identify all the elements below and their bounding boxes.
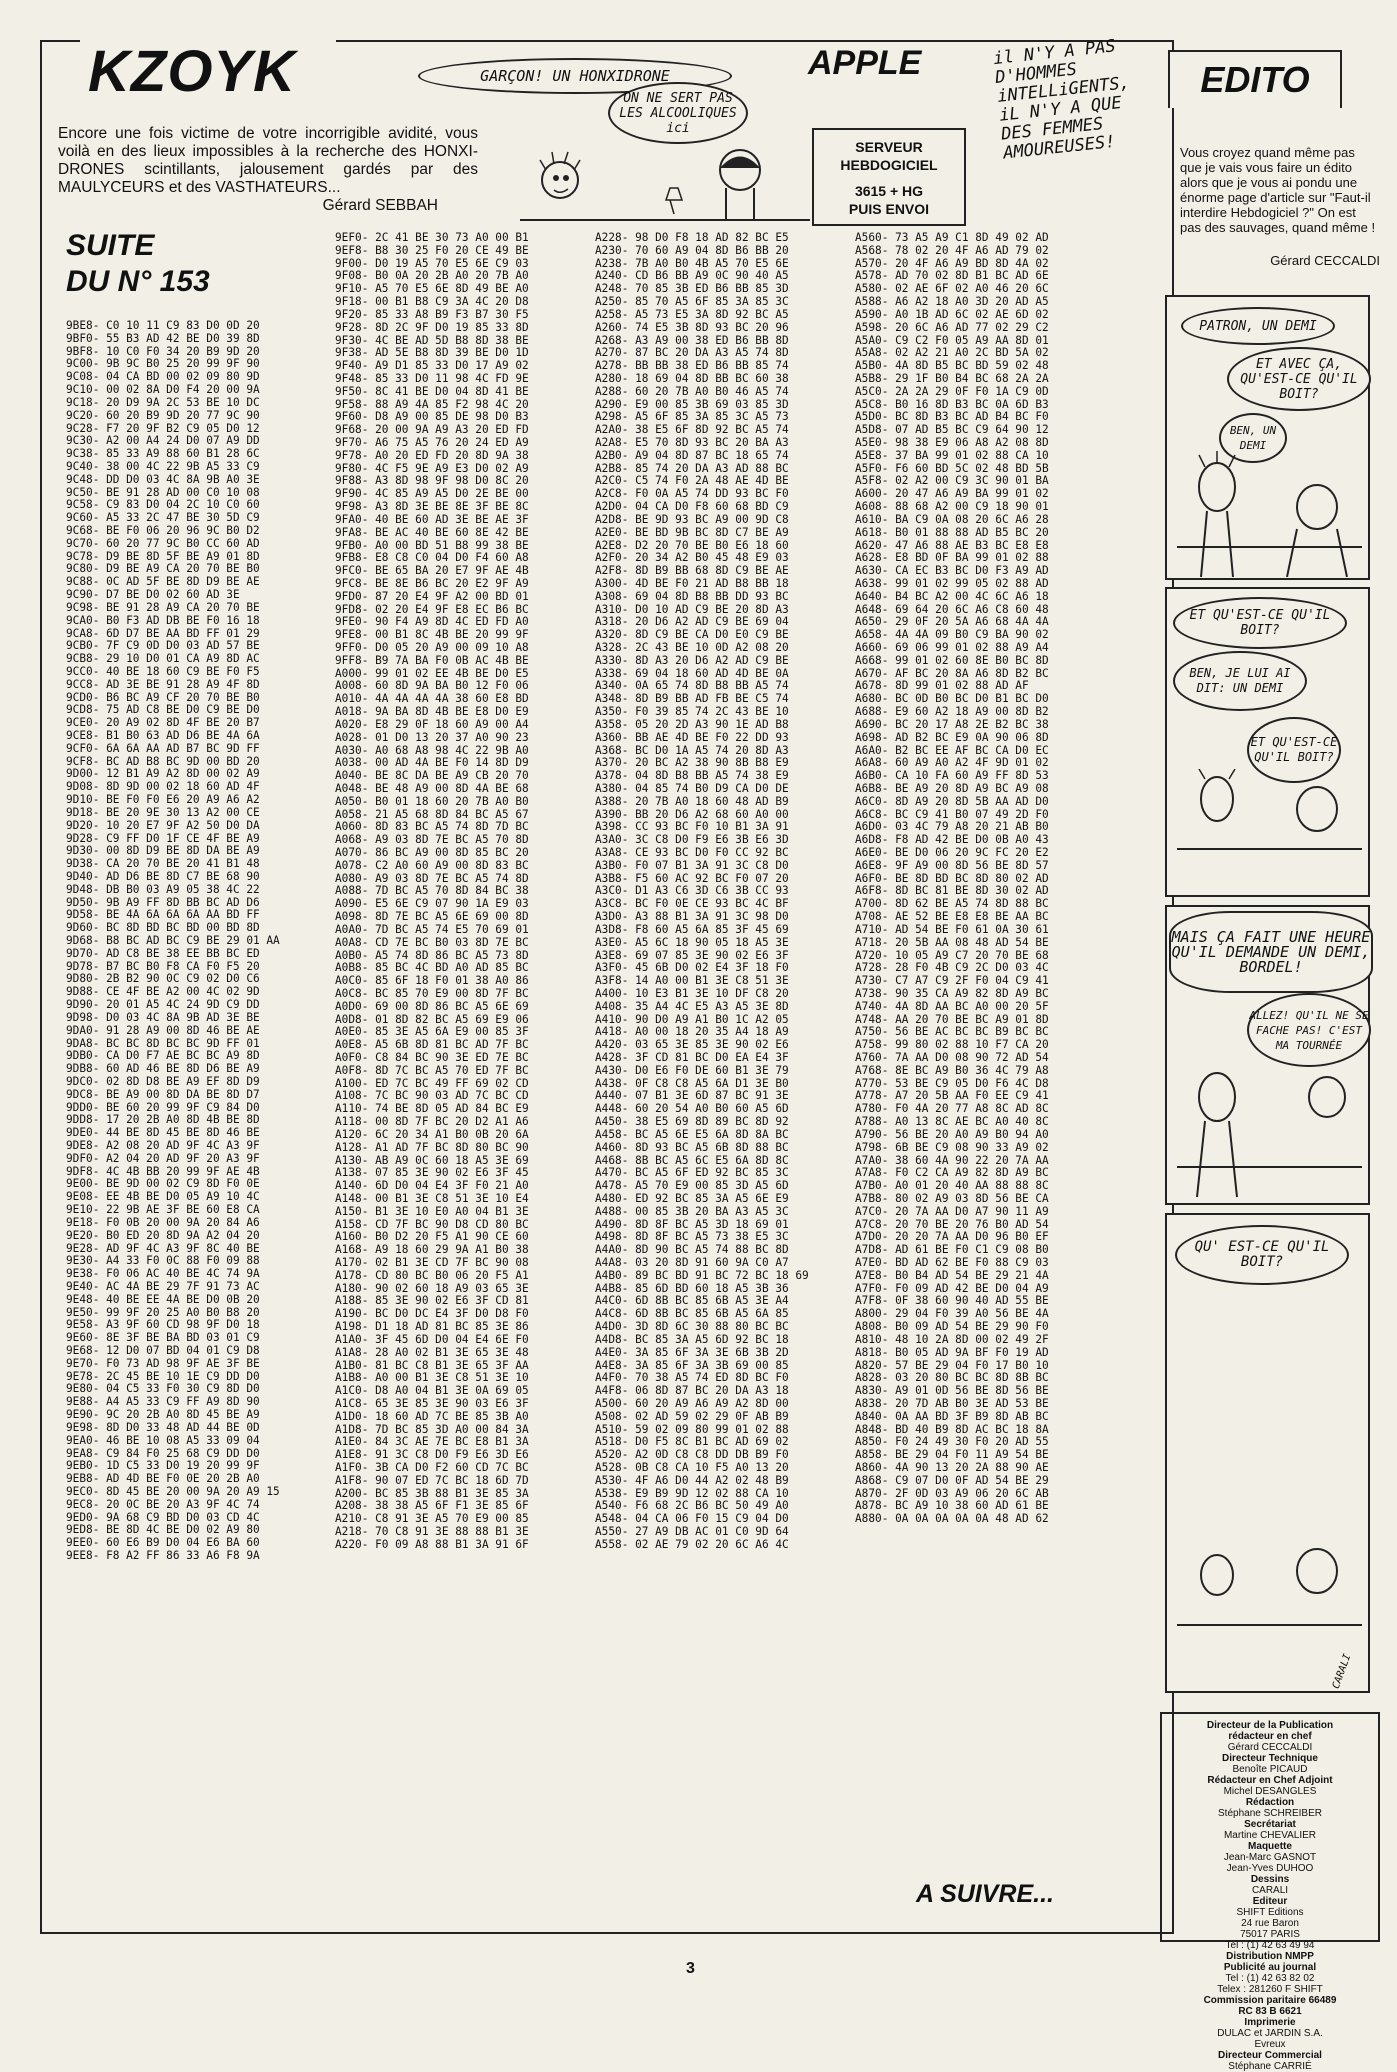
credit-line: SHIFT Editions (1236, 1907, 1304, 1918)
credit-line: Evreux (1254, 2039, 1286, 2050)
credit-line: RC 83 B 6621 (1238, 2006, 1302, 2017)
credit-line: CARALI (1251, 1885, 1289, 1896)
edito-signature: Gérard CECCALDI (1270, 253, 1380, 268)
credit-line: Dessins (1250, 1874, 1290, 1885)
serveur-line1: SERVEUR (855, 139, 923, 155)
bubble-quest-ce-quil-boit-2: QU' EST-CE QU'IL BOIT? (1175, 1225, 1349, 1285)
credit-line: Michel DESANGLES (1223, 1786, 1317, 1797)
credit-line: Rédaction (1245, 1797, 1295, 1808)
bubble-ben-un-demi: BEN, UN DEMI (1219, 413, 1287, 463)
suite-heading (66, 228, 210, 300)
intro-paragraph: Encore une fois victime de votre incorrigible avidité, vous voilà en des lieux impossibles à la recherche des HONXI-DRONES scintillants, jalousement gardés par des MAULYCEURS et des VASTHATEURS... (58, 125, 478, 196)
credit-line: Editeur (1252, 1896, 1288, 1907)
credits-box (1160, 1712, 1380, 2072)
credit-line: Distribution NMPP (1226, 1951, 1314, 1962)
serveur-line2: HEBDOGICIEL (840, 157, 938, 173)
kzoyk-title: KZOYK (80, 38, 336, 105)
credit-line: Telex : 281260 F SHIFT (1217, 1984, 1323, 1995)
speech-bubble-garcon: GARÇON! UN HONXIDRONE (418, 58, 732, 94)
serveur-box (812, 128, 966, 226)
credit-line: Gérard CECCALDI (1227, 1742, 1313, 1753)
apple-title: APPLE (808, 44, 922, 82)
a-suivre-label: A SUIVRE... (916, 1880, 1054, 1908)
serveur-line3: 3615 + HG (854, 183, 924, 199)
hex-listing-column-2: 9EF0- 2C 41 BE 30 73 A0 00 B1 9EF8- B8 30 25 F0 20 CE 49 BE 9F00- D0 19 A5 70 E5 6E C9 03 9F08- B0 0A 20 2B A0 20 7B A0 9F10- A5 70 E5 6E 8D 49 BE A0 9F18- 00 B1 B8 C9 3A 4C 20 D8 9F20- 85 33 A8 B9 F3 B7 30 F5 9F28- 8D 2C 9F D0 19 85 33 8D 9F30- 4C BE AD 5D B8 8D 38 BE 9F38- AD 5E B8 8D 39 BE D0 1D 9F40- A9 D1 85 33 D0 17 A9 02 9F48- 85 33 D0 11 98 4C FD 9E 9F50- 8C 41 BE D0 04 8D 41 BE 9F58- 88 A9 4A 85 F2 98 4C 20 9F60- D8 A9 00 85 DE 98 D0 B3 9F68- 20 00 9A A9 A3 20 ED FD 9F70- A6 75 A5 76 20 24 ED A9 9F78- A0 20 ED FD 20 8D 9A 38 9F80- 4C F5 9E A9 E3 D0 02 A9 9F88- A3 8D 98 9F 98 D0 8C 20 9F90- 4C 85 A9 A5 D0 2E BE 00 9F98- A3 8D 3E BE 8E 3F BE 8C 9FA0- 40 BE 60 AD 3E BE AE 3F 9FA8- BE AC 40 BE 60 8E 42 BE 9FB0- A0 00 BD 51 B8 99 38 BE 9FB8- E8 C8 C0 04 D0 F4 60 A8 9FC0- BE 65 BA 20 E7 9F AE 4B 9FC8- BE 8E B6 BC 20 E2 9F A9 9FD0- 87 20 E4 9F A2 00 BD 01 9FD8- 02 20 E4 9F E8 EC B6 BC 9FE0- 90 F4 A9 8D 4C ED FD A0 9FE8- 00 B1 8C 4B BE 20 99 9F 9FF0- D0 05 20 A9 00 09 10 A8 9FF8- B9 7A BA F0 0B AC 4B BE A000- 99 01 02 EE 4B BE D0 E5 A008- 60 8D 9A BA B0 12 F0 06 A010- 4A 4A 4A 4A 38 60 E8 BD A018- 9A BA 8D 4B BE E8 D0 E9 A020- E8 29 0F 18 60 A9 00 A4 A028- 01 D0 13 20 37 A0 90 23 A030- A0 68 A8 98 4C 22 9B A0 A038- 00 AD 4A BE F0 14 8D D9 A040- BE 8C DA BE A9 CB 20 70 A048- BE 48 A9 00 8D 4A BE 68 A050- B0 01 18 60 20 7B A0 B0 A058- 21 A5 68 8D 84 BC A5 67 A060- 8D 83 BC A5 74 8D 7D BC A068- A9 03 8D 7E BC A5 70 8D A070- 86 BC A9 00 8D 85 BC 20 A078- C2 A0 60 A9 00 8D 83 BC A080- A9 03 8D 7E BC A5 74 8D A088- 7D BC A5 70 8D 84 BC 38 A090- E5 6E C9 07 90 1A E9 03 A098- 8D 7E BC A5 6E 69 00 8D A0A0- 7D BC A5 74 E5 70 69 01 A0A8- CD 7E BC B0 03 8D 7E BC A0B0- A5 74 8D 86 BC A5 73 8D A0B8- 85 BC 4C BD A0 AD 85 BC A0C0- 85 6F 18 F0 01 38 A0 86 A0C8- BC 85 70 E9 00 8D 7F BC A0D0- 69 00 8D 86 BC A5 6E 69 A0D8- 01 8D 82 BC A5 69 E9 06 A0E0- 85 3E A5 6A E9 00 85 3F A0E8- A5 6B 8D 81 BC AD 7F BC A0F0- C8 84 BC 90 3E ED 7E BC A0F8- 8D 7C BC A5 70 ED 7F BC A100- ED 7C BC 49 FF 69 02 CD A108- 7C BC 90 03 AD 7C BC CD A110- 74 BE 8D 05 AD 84 BC E9 A118- 00 8D 7F BC 20 D2 A1 A6 A120- 6C 20 34 A1 B0 0B 20 6A A128- A1 AD 7F BC 8D 80 BC 90 A130- AB A9 0C 60 18 A5 3E 69 A138- 07 85 3E 90 02 E6 3F 45 A140- 6D D0 04 E4 3F F0 21 A0 A148- 00 B1 3E C8 51 3E 10 E4 A150- B1 3E 10 E0 A0 04 B1 3E A158- CD 7F BC 90 D8 CD 80 BC A160- B0 D2 20 F5 A1 90 CE 60 A168- A9 18 60 29 9A A1 B0 38 A170- 02 B1 3E CD 7F BC 90 08 A178- CD 80 BC B0 06 20 F5 A1 A180- 90 02 60 18 A9 03 65 3E A188- 85 3E 90 02 E6 3F CD 81 A190- BC D0 DC E4 3F D0 D8 F0 A198- D1 18 AD 81 BC 85 3E 86 A1A0- 3F 45 6D D0 04 E4 6E F0 A1A8- 28 A0 02 B1 3E 65 3E 48 A1B0- 81 BC C8 B1 3E 65 3F AA A1B8- A0 00 B1 3E C8 51 3E 10 A1C0- D8 A0 04 B1 3E 0A 69 05 A1C8- 65 3E 85 3E 90 03 E6 3F A1D0- 18 60 AD 7C BE 85 3B A0 A1D8- 7D BC 85 3D A0 00 84 3A A1E0- 84 3C AE 7E BC E8 B1 3A A1E8- 91 3C C8 D0 F9 E6 3D E6 A1F0- 3B CA D0 F2 60 CD 7C BC A1F8- 90 07 ED 7C BC 18 6D 7D A200- BC 85 3B 88 B1 3E 85 3A A208- 38 38 A5 6F F1 3E 85 6F A210- C8 91 3E A5 70 E9 00 85 A218- 70 C8 91 3E 88 88 B1 3E A220- F0 09 A8 88 B1 3A 91 6F (335, 231, 529, 1551)
comic-figures-3 (1177, 1057, 1362, 1202)
credit-line: Maquette (1248, 1841, 1292, 1852)
credit-line: 24 rue Baron (1241, 1918, 1299, 1929)
comic-panel-2 (1165, 587, 1370, 897)
edito-paragraph: Vous croyez quand même pas que je vais vous faire un édito alors que je vous ai pondu une énorme page d'article sur "Faut-il interdire Hebdogiciel ?" On est pas des sauvages, quand même ! (1180, 145, 1376, 235)
intro-text (58, 125, 478, 215)
comic-panel-1 (1165, 295, 1370, 580)
edito-title: EDITO (1168, 50, 1342, 108)
comic-strip (1165, 295, 1375, 1705)
hex-listing-column-1: 9BE8- C0 10 11 C9 83 D0 0D 20 9BF0- 55 B3 AD 42 BE D0 39 8D 9BF8- 10 C0 F0 34 20 B9 9D 20 9C00- 9B 9C B0 25 20 99 9F 90 9C08- 04 CA BD 00 02 09 80 9D 9C10- 00 02 8A D0 F4 20 00 9A 9C18- 20 D9 9A 2C 53 BE 10 DC 9C20- 60 20 B9 9D 20 77 9C 90 9C28- F7 20 9F B2 C9 05 D0 12 9C30- A2 00 A4 24 D0 07 A9 DD 9C38- 85 33 A9 88 60 B1 28 6C 9C40- 38 00 4C 22 9B A5 33 C9 9C48- DD D0 03 4C 8A 9B A0 3E 9C50- BE 91 28 AD 00 C0 10 08 9C58- C9 83 D0 04 2C 10 C0 60 9C60- A5 33 2C 47 BE 30 5D C9 9C68- BE F0 06 20 96 9C B0 D2 9C70- 60 20 77 9C B0 CC 60 AD 9C78- D9 BE 8D 5F BE A9 01 8D 9C80- D9 BE A9 CA 20 70 BE B0 9C88- 0C AD 5F BE 8D D9 BE AE 9C90- D7 BE D0 02 60 AD 3E 9C98- BE 91 28 A9 CA 20 70 BE 9CA0- B0 F3 AD DB BE F0 16 18 9CA8- 6D D7 BE AA BD FF 01 29 9CB0- 7F C9 0D D0 03 AD 57 BE 9CB8- 29 10 D0 01 CA A9 8D AC 9CC0- 40 BE 18 60 C9 BE F0 F5 9CC8- AD 3E BE 91 28 A9 4F 8D 9CD0- B6 BC A9 CF 20 70 BE B0 9CD8- 75 AD C8 BE D0 C9 BE D0 9CE0- 20 A9 02 8D 4F BE 20 B7 9CE8- B1 B0 63 AD D6 BE 4A 6A 9CF0- 6A 6A AA AD B7 BC 9D FF 9CF8- BC AD B8 BC 9D 00 BD 20 9D00- 12 B1 A9 A2 8D 00 02 A9 9D08- 8D 9D 00 02 18 60 AD 4F 9D10- BE F0 F0 E6 20 A9 A6 A2 9D18- BE 20 9E 30 13 A2 00 CE 9D20- 10 20 E7 9F A2 50 D0 DA 9D28- C9 FF D0 1F CE 4F BE A9 9D30- 00 8D D9 BE 8D DA BE A9 9D38- CA 20 70 BE 20 41 B1 48 9D40- AD D6 BE 8D C7 BE 68 90 9D48- DB B0 03 A9 05 38 4C 22 9D50- 9B A9 FF 8D BB BC AD D6 9D58- BE 4A 6A 6A 6A AA BD FF 9D60- BC 8D BD BC BD 00 BD 8D 9D68- B8 BC AD BC C9 BE 29 01 AA 9D70- AD C8 BE 38 EE BB BC ED 9D78- B7 BC B0 F8 CA F0 F5 20 9D80- 2B B2 90 0C C9 02 D0 C6 9D88- CE 4F BE A2 00 4C 02 9D 9D90- 20 01 A5 4C 24 9D C9 DD 9D98- D0 03 4C 8A 9B AD 3E BE 9DA0- 91 28 A9 00 8D 46 BE AE 9DA8- BC BC 8D BC BC 9D FF 01 9DB0- CA D0 F7 AE BC BC A9 8D 9DB8- 60 AD 46 BE 8D D6 BE A9 9DC0- 02 8D D8 BE A9 EF 8D D9 9DC8- BE A9 00 8D DA BE 8D D7 9DD0- BE 60 20 99 9F C9 84 D0 9DD8- 17 20 2B A0 8D 4B BE 8D 9DE0- 44 BE 8D 45 BE 8D 46 BE 9DE8- A2 08 20 AD 9F 4C A3 9F 9DF0- A2 04 20 AD 9F 20 A3 9F 9DF8- 4C 4B BB 20 99 9F AE 4B 9E00- BE 9D 00 02 C9 8D F0 0E 9E08- EE 4B BE D0 05 A9 10 4C 9E10- 22 9B AE 3F BE 60 E8 CA 9E18- F0 0B 20 00 9A 20 84 A6 9E20- B0 ED 20 8D 9A A2 04 20 9E28- AD 9F 4C A3 9F 8C 40 BE 9E30- A4 33 F0 0C 88 F0 09 88 9E38- F0 06 AC 40 BE 4C 74 9A 9E40- AC 4A BE 29 7F 91 73 AC 9E48- 40 BE EE 4A BE D0 0B 20 9E50- 99 9F 20 25 A0 B0 B8 20 9E58- A3 9F 60 CD 98 9F D0 18 9E60- 8E 3F BE BA BD 03 01 C9 9E68- 12 D0 07 BD 04 01 C9 D8 9E70- F0 73 AD 98 9F AE 3F BE 9E78- 2C 45 BE 10 1E C9 DD D0 9E80- 04 C5 33 F0 30 C9 8D D0 9E88- A4 A5 33 C9 FF A9 8D 90 9E90- 9C 20 2B A0 8D 45 BE A9 9E98- 8D D0 33 48 AD 44 BE 0D 9EA0- 46 BE 10 08 A5 33 09 04 9EA8- C9 84 F0 25 68 C9 DD D0 9EB0- 1D C5 33 D0 19 20 99 9F 9EB8- AD 4D BE F0 0E 20 2B A0 9EC0- 8D 45 BE 20 00 9A 20 A9 15 9EC8- 20 0C BE 20 A3 9F 4C 74 9ED0- 9A 68 C9 BD D0 03 CD 4C 9ED8- BE 8D 4C BE D0 02 A9 80 9EE0- 60 E6 B9 D0 04 E6 BA 60 9EE8- F8 A2 FF 86 33 A6 F8 9A (66, 319, 280, 1562)
bubble-et-avec-ca: ET AVEC ÇA, QU'EST-CE QU'IL BOIT? (1227, 347, 1371, 411)
credit-line: Jean-Yves DUHOO (1226, 1863, 1314, 1874)
page-number: 3 (686, 1960, 695, 1977)
comic-figures-1 (1177, 447, 1362, 577)
speech-bubble-barman: ON NE SERT PAS LES ALCOOLIQUES ici (608, 82, 748, 144)
credit-line: Tel : (1) 42 63 82 02 (1225, 1973, 1315, 1984)
credit-line: Directeur Technique (1222, 1753, 1318, 1764)
bubble-je-lui-ai-dit: BEN, JE LUI AI DIT: UN DEMI (1173, 651, 1307, 711)
credit-line: Publicité au journal (1223, 1962, 1317, 1973)
femmes-quote: il N'Y A PAS D'HOMMES iNTELLiGENTS, iL N'Y A QUE DES FEMMES AMOUREUSES! (992, 36, 1131, 164)
credit-line: Commission paritaire 66489 (1203, 1995, 1337, 2006)
credit-line: Benoîte PICAUD (1232, 1764, 1308, 1775)
credit-line: Secrétariat (1244, 1819, 1296, 1830)
credit-line: Imprimerie (1244, 2017, 1296, 2028)
suite-line2: DU N° 153 (66, 265, 210, 298)
bubble-allez: ALLEZ! QU'IL NE SE FACHE PAS! C'EST MA TOURNÉE (1247, 993, 1371, 1067)
credit-line: DULAC et JARDIN S.A. (1217, 2028, 1323, 2039)
bubble-quest-ce-quil-boit: ET QU'EST-CE QU'IL BOIT? (1173, 597, 1347, 649)
bubble-et-quest-ce: ET QU'EST-CE QU'IL BOIT? (1247, 717, 1341, 783)
comic-figures-2 (1177, 769, 1362, 894)
bubble-patron: PATRON, UN DEMI (1181, 307, 1335, 345)
credit-line: Stéphane CARRIÉ (1228, 2061, 1312, 2072)
bubble-mais-ca-fait: MAIS ÇA FAIT UNE HEURE QU'IL DEMANDE UN DEMI, BORDEL! (1169, 911, 1373, 993)
credit-line: Jean-Marc GASNOT (1223, 1852, 1317, 1863)
credit-line: rédacteur en chef (1228, 1731, 1312, 1742)
credit-line: 75017 PARIS (1240, 1929, 1300, 1940)
comic-panel-4 (1165, 1213, 1370, 1693)
comic-panel-3 (1165, 905, 1370, 1205)
credit-line: Rédacteur en Chef Adjoint (1207, 1775, 1333, 1786)
hex-listing-column-4: A560- 73 A5 A9 C1 8D 49 02 AD A568- 78 02 20 4F A6 AD 79 02 A570- 20 4F A6 A9 BD 8D 4A 02 A578- AD 70 02 8D B1 BC AD 6E A580- 02 AE 6F 02 A0 46 20 6C A588- A6 A2 18 A0 3D 20 AD A5 A590- A0 1B AD 6C 02 AE 6D 02 A598- 20 6C A6 AD 77 02 29 C2 A5A0- C9 C2 F0 05 A9 AA 8D 01 A5A8- 02 A2 21 A0 2C BD 5A 02 A5B0- 4A 8D B5 BC BD 59 02 48 A5B8- 29 1F B0 B4 BC 68 2A 2A A5C0- 2A 2A 29 0F F0 1A C9 0D A5C8- B0 16 8D B3 BC 0A 6D B3 A5D0- BC 8D B3 BC AD B4 BC F0 A5D8- 07 AD B5 BC C9 64 90 12 A5E0- 98 38 E9 06 A8 A2 08 8D A5E8- 37 BA 99 01 02 88 CA 10 A5F0- F6 60 BD 5C 02 48 BD 5B A5F8- 02 A2 00 C9 3C 90 01 BA A600- 20 47 A6 A9 BA 99 01 02 A608- 88 68 A2 00 C9 18 90 01 A610- BA C9 0A 08 20 6C A6 28 A618- B0 01 88 88 AD B5 BC 20 A620- 47 A6 88 AE B3 BC E8 E8 A628- E8 BD 0F BA 99 01 02 88 A630- CA EC B3 BC D0 F3 A9 AD A638- 99 01 02 99 05 02 88 AD A640- B4 BC A2 00 4C 6C A6 18 A648- 69 64 20 6C A6 C8 60 48 A650- 29 0F 20 5A A6 68 4A 4A A658- 4A 4A 09 B0 C9 BA 90 02 A660- 69 06 99 01 02 88 A9 A4 A668- 99 01 02 60 8E B0 BC 8D A670- AF BC 20 8A A6 8D B2 BC A678- 8D 99 01 02 88 AD AF A680- BC 0D B0 BC D0 B1 BC D0 A688- E9 60 A2 18 A9 00 8D B2 A690- BC 20 17 A8 2E B2 BC 38 A698- AD B2 BC E9 0A 90 06 8D A6A0- B2 BC EE AF BC CA D0 EC A6A8- 60 A9 A0 A2 4F 9D 01 02 A6B0- CA 10 FA 60 A9 FF 8D 53 A6B8- BE A9 20 8D A9 BC A9 08 A6C0- 8D A9 20 8D 5B AA AD D0 A6C8- BC C9 41 B0 07 49 2D F0 A6D0- 03 4C 79 A8 20 21 AB B0 A6D8- F8 AD 42 BE D0 0B A0 43 A6E0- BE D0 06 20 9C FC 20 E2 A6E8- 9F A9 00 8D 56 BE 8D 57 A6F0- BE 8D BD BC 8D 80 02 AD A6F8- 8D BC 81 BE 8D 30 02 AD A700- 8D 62 BE A5 74 8D 88 BC A708- AE 52 BE E8 E8 BE AA BC A710- AD 54 BE F0 61 0A 30 61 A718- 20 5B AA 08 48 AD 54 BE A720- 10 05 A9 C7 20 70 BE 68 A728- 28 F0 4B C9 2C D0 03 4C A730- C7 A7 C9 2F F0 04 C9 41 A738- 90 35 CA A9 82 8D A9 BC A740- 4A 8D AA BC A0 00 20 5F A748- AA 20 70 BE BC A9 01 8D A750- 56 BE AC BC BC B9 BC BC A758- 99 80 02 88 10 F7 CA 20 A760- 7A AA D0 08 90 72 AD 54 A768- 8E BC A9 B0 36 4C 79 A8 A770- 53 BE C9 05 D0 F6 4C D8 A778- A7 20 5B AA F0 EE C9 41 A780- F0 4A 20 77 A8 8C AD 8C A788- A0 13 8C AE BC A0 40 8C A790- 56 BE 20 A0 A9 B0 94 A0 A798- 6B BE C9 08 90 33 A9 02 A7A0- 38 60 4A 90 22 20 7A AA A7A8- F0 C2 CA A9 82 8D A9 BC A7B0- A0 01 20 40 AA 88 88 8C A7B8- 80 02 A9 03 8D 56 BE CA A7C0- 20 7A AA D0 A7 90 11 A9 A7C8- 20 70 BE 20 76 B0 AD 54 A7D0- 20 20 7A AA D0 96 B0 EF A7D8- AD 61 BE F0 C1 C9 08 B0 A7E0- BD AD 62 BE F0 88 C9 03 A7E8- B0 B4 AD 54 BE 29 21 4A A7F0- F0 09 AD 42 BE D0 04 A9 A7F8- 0F 38 60 90 40 AD 55 BE A800- 29 04 F0 39 A0 56 BE 4A A808- B0 09 AD 54 BE 29 90 F0 A810- 48 10 2A 8D 00 02 49 2F A818- B0 05 AD 9A BF F0 19 AD A820- 57 BE 29 04 F0 17 B0 10 A828- 03 20 80 BC BC 8D 8B BC A830- A9 01 0D 56 BE 8D 56 BE A838- 20 7D AB B0 3E AD 53 BE A840- 0A AA BD 3F B9 8D AB BC A848- BD 40 B9 8D AC BC 18 8A A850- F0 24 49 30 F0 20 AD 55 A858- BE 29 04 F0 11 A9 54 BE A860- 4A 90 13 20 2A 88 90 AE A868- C9 07 D0 0F AD 54 BE 29 A870- 2F 0D 03 A9 06 20 6C AB A878- BC A9 10 38 60 AD 61 BE A880- 0A 0A 0A 0A 0A 48 AD 62 (855, 231, 1049, 1526)
intro-signature: Gérard SEBBAH (322, 197, 438, 214)
credit-line: Directeur Commercial (1218, 2050, 1322, 2061)
edito-block (1180, 145, 1380, 268)
artist-signature: CARALI (1330, 1652, 1354, 1691)
suite-line1: SUITE (66, 229, 155, 262)
comic-figures-4 (1177, 1535, 1362, 1685)
credit-line: Tel : (1) 42 63 49 94 (1225, 1940, 1315, 1951)
hex-listing-column-3: A228- 98 D0 F8 18 AD 82 BC E5 A230- 70 60 A9 04 8D B6 BB 20 A238- 7B A0 B0 4B A5 70 E5 6E A240- CD B6 BB A9 0C 90 40 A5 A248- 70 85 3B ED B6 BB 85 3D A250- 85 70 A5 6F 85 3A 85 3C A258- A5 73 E5 3A 8D 92 BC A5 A260- 74 E5 3B 8D 93 BC 20 96 A268- A3 A9 00 38 ED B6 BB 8D A270- 87 BC 20 DA A3 A5 74 8D A278- BB BB 38 ED B6 BB 85 74 A280- 18 69 04 8D BB BC 60 38 A288- 60 20 7B A0 B0 46 A5 74 A290- E9 00 85 3B 69 03 85 3D A298- A5 6F 85 3A 85 3C A5 73 A2A0- 38 E5 6F 8D 92 BC A5 74 A2A8- E5 70 8D 93 BC 20 BA A3 A2B0- A9 04 8D 87 BC 18 65 74 A2B8- 85 74 20 DA A3 AD 88 BC A2C0- C5 74 F0 2A 48 AE 4D BE A2C8- F0 0A A5 74 DD 93 BC F0 A2D0- 04 CA D0 F8 60 68 BD C9 A2D8- BE 9D 93 BC A9 00 9D C8 A2E0- BE BD 9B BC 8D C7 BE A9 A2E8- D2 20 70 BE B0 E6 18 60 A2F0- 20 34 A2 B0 45 48 E9 03 A2F8- 8D B9 BB 68 8D C9 BE AE A300- 4D BE F0 21 AD B8 BB 18 A308- 69 04 8D B8 BB DD 93 BC A310- D0 10 AD C9 BE 20 8D A3 A318- 20 D6 A2 AD C9 BE 69 04 A320- 8D C9 BE CA D0 E0 C9 BE A328- 2C 43 BE 10 0D A2 08 20 A330- 8D A3 20 D6 A2 AD C9 BE A338- 69 04 18 60 AD 4D BE 0A A340- 0A 65 74 8D B8 BB A5 74 A348- 8D B9 BB AD FB BE C5 74 A350- F0 39 85 74 2C 43 BE 10 A358- 05 20 2D A3 90 1E AD B8 A360- BB AE 4D BE F0 22 DD 93 A368- BC D0 1A A5 74 20 8D A3 A370- 20 BC A2 38 90 8B B8 E9 A378- 04 8D B8 BB A5 74 38 E9 A380- 04 85 74 B0 D9 CA D0 DE A388- 20 7B A0 18 60 48 AD B9 A390- BB 20 D6 A2 68 60 A0 00 A398- CC 93 BC F0 10 B1 3A 91 A3A0- 3C C8 D0 F9 E6 3B E6 3D A3A8- CE 93 BC D0 F0 CC 92 BC A3B0- F0 07 B1 3A 91 3C C8 D0 A3B8- F5 60 AC 92 BC F0 07 20 A3C0- D1 A3 C6 3D C6 3B CC 93 A3C8- BC F0 0E CE 93 BC 4C BF A3D0- A3 88 B1 3A 91 3C 98 D0 A3D8- F8 60 A5 6A 85 3F 45 69 A3E0- A5 6C 18 90 05 18 A5 3E A3E8- 69 07 85 3E 90 02 E6 3F A3F0- 45 6B D0 02 E4 3F 18 F0 A3F8- 14 A0 00 B1 3E C8 51 3E A400- 10 E3 B1 3E 10 DF C8 20 A408- 35 A4 4C E5 A3 A5 3E 8D A410- 90 D0 A9 A1 B0 1C A2 05 A418- A0 00 18 20 35 A4 18 A9 A420- 03 65 3E 85 3E 90 02 E6 A428- 3F CD 81 BC D0 EA E4 3F A430- D0 E6 F0 DE 60 B1 3E 79 A438- 0F C8 C8 A5 6A D1 3E B0 A440- 07 B1 3E 6D 87 BC 91 3E A448- 60 20 54 A0 B0 60 A5 6D A450- 38 E5 69 8D 89 BC 8D 92 A458- BC A5 6E E5 6A 8D 8A BC A460- 8D 93 BC A5 6B 8D 88 BC A468- 8B BC A5 6C E5 6A 8D 8C A470- BC A5 6F ED 92 BC 85 3C A478- A5 70 E9 00 85 3D A5 6D A480- ED 92 BC 85 3A A5 6E E9 A488- 00 85 3B 20 BA A3 A5 3C A490- 8D 8F BC A5 3D 18 69 01 A498- 8D 8F BC A5 73 38 E5 3C A4A0- 8D 90 BC A5 74 88 BC 8D A4A8- 03 20 8D 91 60 9A C0 A7 A4B0- 89 BC BD 91 BC 72 BC 18 69 A4B8- 85 6D BD 60 18 A5 3B 36 A4C0- 6D 8B BC 85 6B A5 3E A4 A4C8- 6D 8B BC 85 6B A5 6A 85 A4D0- 3D 8D 6C 30 88 80 BC BC A4D8- BC 85 3A A5 6D 92 BC 18 A4E0- 3A 85 6F 3A 3E 6B 3B 2D A4E8- 3A 85 6F 3A 3B 69 00 85 A4F0- 70 38 A5 74 ED 8D BC F0 A4F8- 06 8D 87 BC 20 DA A3 18 A500- 60 20 A9 A6 A9 A2 8D 00 A508- 02 AD 59 02 29 0F AB B9 A510- 59 02 09 80 99 01 02 88 A518- D0 F5 8C B1 BC AD 69 02 A520- A2 0D C8 C8 DD DB B9 F0 A528- 0B C8 CA 10 F5 A0 13 20 A530- 4F A6 D0 44 A2 02 48 B9 A538- E9 B9 9D 12 02 88 CA 10 A540- F6 68 2C B6 BC 50 49 A0 A548- 04 CA 06 F0 15 C9 04 D0 A550- 27 A9 DB AC 01 C0 9D 64 A558- 02 AE 79 02 20 6C A6 4C (595, 231, 809, 1551)
credit-line: Martine CHEVALIER (1223, 1830, 1317, 1841)
credit-line: Directeur de la Publication (1206, 1720, 1334, 1731)
bar-cartoon-illustration (520, 140, 810, 230)
credit-line: Stéphane SCHREIBER (1218, 1808, 1322, 1819)
serveur-line4: PUIS ENVOI (848, 201, 930, 217)
